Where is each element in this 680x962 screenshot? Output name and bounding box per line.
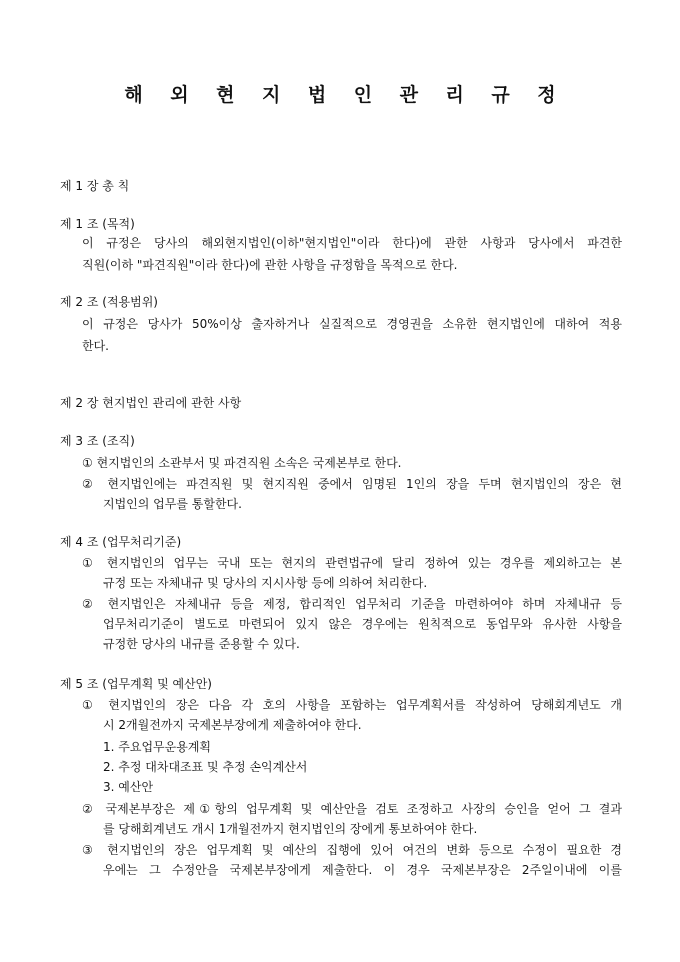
article-2-text-line: 이 규정은 당사가 50%이상 출자하거나 실질적으로 경영권을 소유한 현지법인에 대하여 적용 (82, 317, 622, 331)
article-5-heading: 제 5 조 (업무계획 및 예산안) (60, 677, 212, 691)
article-3-item-2-line: ② 현지법인에는 파견직원 및 현지직원 중에서 임명된 1인의 장을 두며 현지법인의 장은 현 (82, 477, 622, 491)
article-3-item-2-line: 지법인의 업무를 통할한다. (103, 497, 242, 511)
article-5-subitem-1: 1. 주요업무운용계획 (103, 740, 212, 754)
article-5-subitem-2: 2. 추정 대차대조표 및 추정 손익계산서 (103, 760, 308, 774)
article-1-heading: 제 1 조 (목적) (60, 217, 135, 231)
article-4-heading: 제 4 조 (업무처리기준) (60, 535, 182, 549)
article-5-subitem-3: 3. 예산안 (103, 780, 154, 794)
document-title: 해 외 현 지 법 인 관 리 규 정 (124, 84, 567, 106)
article-5-item-1-line: 시 2개월전까지 국제본부장에게 제출하여야 한다. (103, 718, 362, 732)
article-5-item-3-line: 우에는 그 수정안을 국제본부장에게 제출한다. 이 경우 국제본부장은 2주일이내에 이를 (103, 863, 622, 877)
article-5-item-1-line: ① 현지법인의 장은 다음 각 호의 사항을 포함하는 업무계획서를 작성하여 당해회계년도 개 (82, 698, 622, 712)
article-1-text-line: 직원(이하 "파견직원"이라 한다)에 관한 사항을 규정함을 목적으로 한다. (82, 258, 458, 272)
article-3-item-1: ① 현지법인의 소관부서 및 파견직원 소속은 국제본부로 한다. (82, 456, 402, 470)
article-4-item-1-line: 규정 또는 자체내규 및 당사의 지시사항 등에 의하여 처리한다. (103, 576, 428, 590)
article-2-heading: 제 2 조 (적용범위) (60, 295, 158, 309)
article-1-text-line: 이 규정은 당사의 해외현지법인(이하"현지법인"이라 한다)에 관한 사항과 당사에서 파견한 (82, 236, 622, 250)
article-3-heading: 제 3 조 (조직) (60, 434, 135, 448)
article-4-item-2-line: 업무처리기준이 별도로 마련되어 있지 않은 경우에는 원칙적으로 동업무와 유사한 사항을 (103, 617, 622, 631)
article-4-item-2-line: 규정한 당사의 내규를 준용할 수 있다. (103, 637, 300, 651)
article-2-text-line: 한다. (82, 339, 109, 353)
article-5-item-2-line: ② 국제본부장은 제①항의 업무계획 및 예산안을 검토 조정하고 사장의 승인을 얻어 그 결과 (82, 802, 622, 816)
chapter-1-heading: 제 1 장 총 칙 (60, 179, 130, 193)
article-4-item-1-line: ① 현지법인의 업무는 국내 또는 현지의 관련법규에 달리 정하여 있는 경우를 제외하고는 본 (82, 556, 622, 570)
article-5-item-2-line: 를 당해회계년도 개시 1개월전까지 현지법인의 장에게 통보하여야 한다. (103, 822, 478, 836)
article-4-item-2-line: ② 현지법인은 자체내규 등을 제정, 합리적인 업무처리 기준을 마련하여야 하며 자체내규 등 (82, 597, 622, 611)
article-5-item-3-line: ③ 현지법인의 장은 업무계획 및 예산의 집행에 있어 여건의 변화 등으로 수정이 필요한 경 (82, 843, 622, 857)
chapter-2-heading: 제 2 장 현지법인 관리에 관한 사항 (60, 396, 242, 410)
